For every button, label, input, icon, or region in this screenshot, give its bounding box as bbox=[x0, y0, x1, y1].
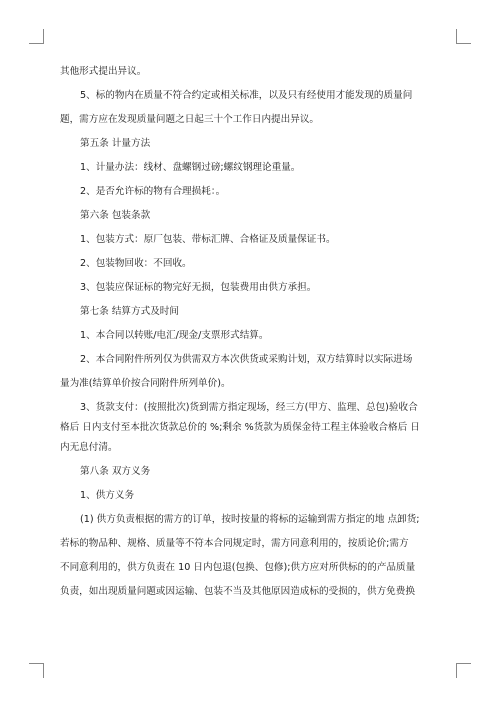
text-line: 量为准(结算单价按合同附件所列单价)。 bbox=[60, 378, 231, 389]
section-heading: 第五条 计量方法 bbox=[80, 138, 151, 149]
text-line: 其他形式提出异议。 bbox=[60, 66, 147, 77]
text-line: 2、本合同附件所列仅为供需双方本次供货或采购计划，双方结算时以实际进场 bbox=[80, 354, 413, 365]
text-line: 若标的物品种、规格、质量等不符本合同规定时，需方同意利用的，按质论价;需方 bbox=[60, 538, 409, 549]
section-heading: 第七条 结算方式及时间 bbox=[80, 306, 179, 317]
crop-mark-bottom-right bbox=[456, 663, 471, 678]
text-line: (1) 供方负责根据的需方的订单，按时按量的将标的运输到需方指定的地 点卸货; bbox=[80, 514, 420, 525]
text-line: 题，需方应在发现质量问题之日起三十个工作日内提出异议。 bbox=[60, 114, 320, 125]
text-line: 不同意利用的，供方负责在 10 日内包退(包换、包修);供方应对所供标的的产品质量 bbox=[60, 562, 416, 573]
section-heading: 第八条 双方义务 bbox=[80, 466, 151, 477]
text-line: 1、供方义务 bbox=[80, 490, 135, 501]
text-line: 2、是否允许标的物有合理损耗：。 bbox=[80, 186, 226, 197]
text-line: 负责，如出现质量问题或因运输、包装不当及其他原因造成标的受损的，供方免费换 bbox=[60, 586, 415, 597]
text-line: 1、包装方式：原厂包装、带标汇牌、合格证及质量保证书。 bbox=[80, 234, 336, 245]
text-line: 2、包装物回收：不回收。 bbox=[80, 258, 192, 269]
text-line: 格后 日内支付至本批次货款总价的 %;剩余 %货款为质保金待工程主体验收合格后 日 bbox=[60, 422, 420, 433]
document-body bbox=[60, 62, 445, 602]
crop-mark-bottom-left bbox=[29, 663, 44, 678]
text-line: 3、包装应保证标的物完好无损，包装费用由供方承担。 bbox=[80, 282, 317, 293]
text-line: 1、计量办法：线材、盘螺钢过磅;螺纹钢理论重量。 bbox=[80, 162, 301, 173]
crop-mark-top-left bbox=[29, 29, 44, 44]
crop-mark-top-right bbox=[456, 29, 471, 44]
section-heading: 第六条 包装条款 bbox=[80, 210, 151, 221]
text-line: 3、货款支付：(按照批次)货到需方指定现场，经三方(甲方、监理、总包)验收合 bbox=[80, 402, 418, 413]
text-line: 内无息付清。 bbox=[60, 442, 118, 453]
text-line: 1、本合同以转账/电汇/现金/支票形式结算。 bbox=[80, 330, 269, 341]
text-line: 5、标的物内在质量不符合约定或相关标准，以及只有经使用才能发现的质量问 bbox=[80, 90, 413, 101]
